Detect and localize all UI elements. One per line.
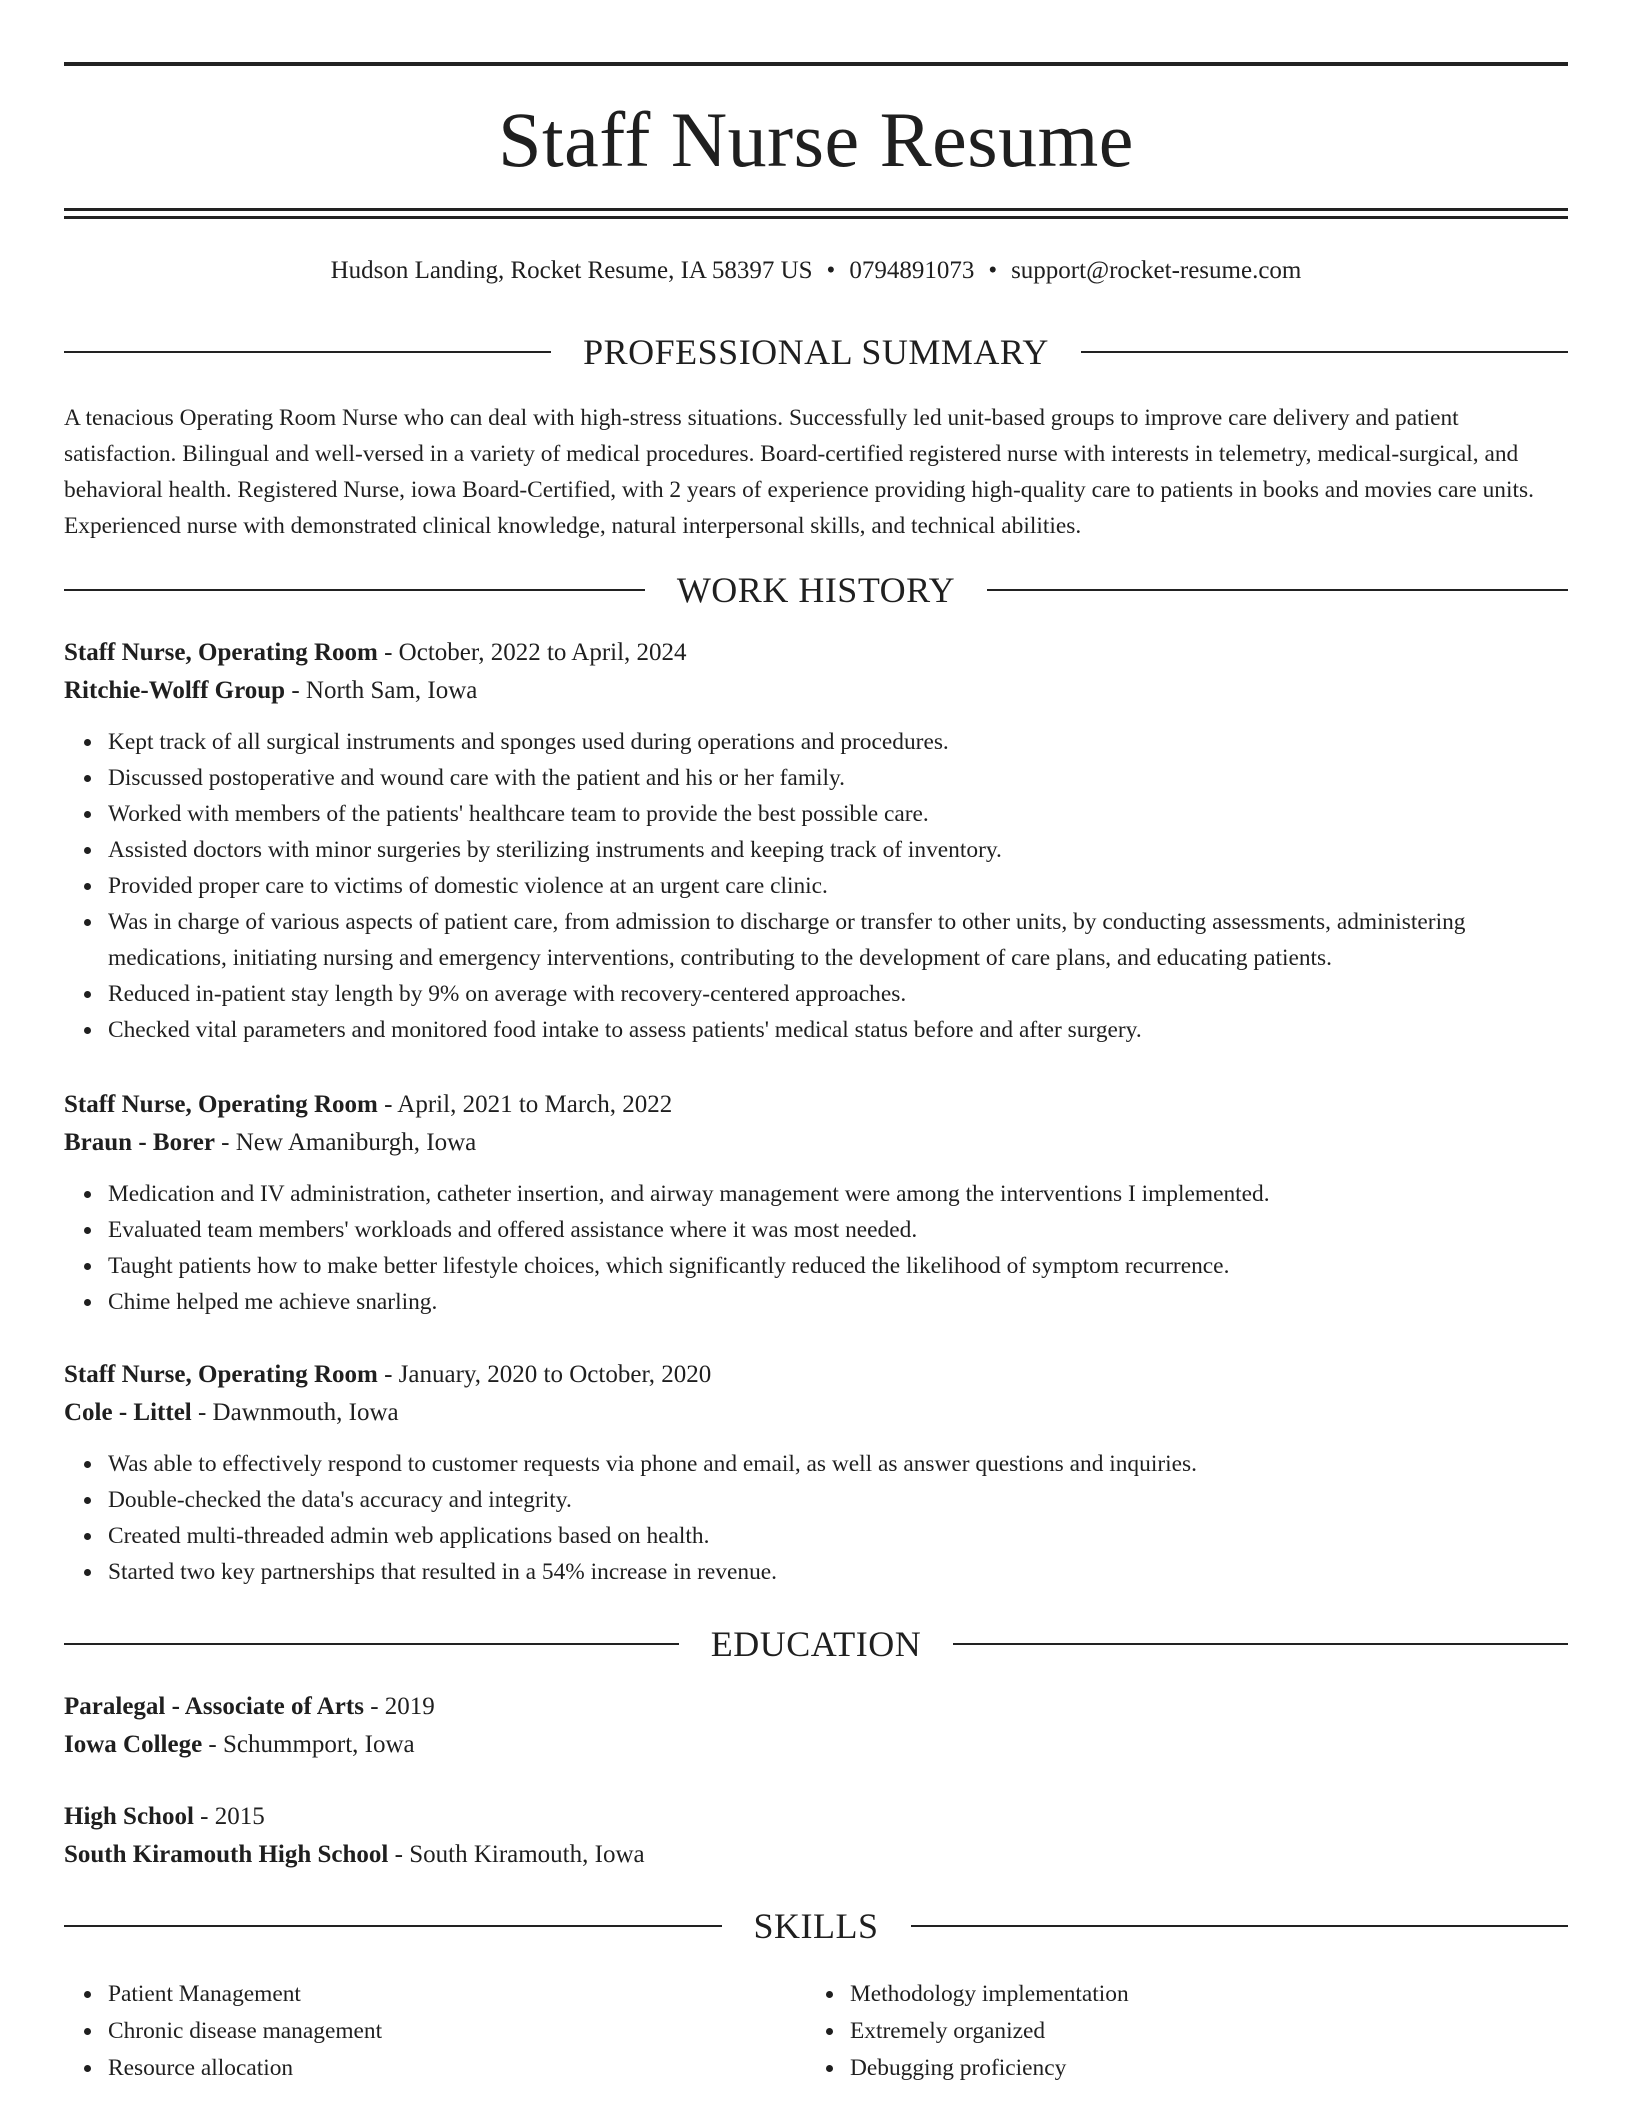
job-bullet: Kept track of all surgical instruments and sponges used during operations and procedures. <box>108 724 1568 760</box>
contact-address: Hudson Landing, Rocket Resume, IA 58397 US <box>330 257 813 284</box>
job-dates: - April, 2021 to March, 2022 <box>377 1091 673 1118</box>
section-title: WORK HISTORY <box>676 570 956 610</box>
education-entry <box>64 1688 1568 1764</box>
skill-item: Extremely organized <box>850 2013 1506 2050</box>
job-bullet: Reduced in-patient stay length by 9% on average with recovery-centered approaches. <box>108 976 1568 1012</box>
title-double-rule <box>64 208 1568 219</box>
job-dates: - January, 2020 to October, 2020 <box>377 1361 712 1388</box>
job-bullet: Checked vital parameters and monitored food intake to assess patients' medical status before and after surgery. <box>108 1012 1568 1048</box>
education-entry <box>64 1798 1568 1874</box>
heading-rule <box>911 1925 1569 1927</box>
contact-phone: 0794891073 <box>849 257 975 284</box>
skills-column-right <box>806 1976 1506 2087</box>
education-year: - 2019 <box>363 1693 435 1720</box>
skill-item: Methodology implementation <box>850 1976 1506 2013</box>
education-degree-line <box>64 1688 1568 1726</box>
job-dates: - October, 2022 to April, 2024 <box>377 639 687 666</box>
heading-rule <box>1081 351 1568 353</box>
skills-list <box>64 1976 764 2087</box>
job-title-line <box>64 1086 1568 1124</box>
top-rule <box>64 62 1568 66</box>
job-entry <box>64 1356 1568 1590</box>
job-bullet: Assisted doctors with minor surgeries by sterilizing instruments and keeping track of inventory. <box>108 832 1568 868</box>
education-degree-line <box>64 1798 1568 1836</box>
education-school: South Kiramouth High School <box>64 1841 389 1868</box>
section-heading-summary <box>64 330 1568 374</box>
job-title-line <box>64 1356 1568 1394</box>
job-bullet: Started two key partnerships that resulted in a 54% increase in revenue. <box>108 1554 1568 1590</box>
summary-text: A tenacious Operating Room Nurse who can deal with high-stress situations. Successfully led unit-based groups to improve care delivery and patient satisfaction. Bilingual and well-versed in a variety of medical procedures. Board-certified registered nurse with interests in telemetry, medical-surgical, and behavioral health. Registered Nurse, iowa Board-Certified, with 2 years of experience providing high-quality care to patients in books and movies care units. Experienced nurse with demonstrated clinical knowledge, natural interpersonal skills, and technical abilities. <box>64 405 1534 539</box>
education-year: - 2015 <box>193 1803 265 1830</box>
skill-item: Resource allocation <box>108 2050 764 2087</box>
section-title: EDUCATION <box>710 1624 922 1664</box>
contact-separator: • <box>826 257 836 284</box>
job-bullet: Double-checked the data's accuracy and integrity. <box>108 1482 1568 1518</box>
skill-item: Chronic disease management <box>108 2013 764 2050</box>
section-heading-education <box>64 1622 1568 1666</box>
job-employer: Cole - Littel <box>64 1399 192 1426</box>
heading-rule <box>987 589 1568 591</box>
section-heading-skills <box>64 1904 1568 1948</box>
job-title: Staff Nurse, Operating Room <box>64 1361 378 1388</box>
heading-rule <box>64 1925 722 1927</box>
job-employer: Braun - Borer <box>64 1129 215 1156</box>
section-title: SKILLS <box>753 1906 879 1946</box>
job-bullet: Created multi-threaded admin web applications based on health. <box>108 1518 1568 1554</box>
job-title: Staff Nurse, Operating Room <box>64 639 378 666</box>
job-bullets <box>64 724 1568 1048</box>
job-employer-line <box>64 672 1568 710</box>
resume-title: Staff Nurse Resume <box>498 96 1134 183</box>
education-school-line <box>64 1836 1568 1874</box>
heading-rule <box>64 1643 679 1645</box>
section-title: PROFESSIONAL SUMMARY <box>583 332 1049 372</box>
heading-rule <box>953 1643 1568 1645</box>
education-degree: Paralegal - Associate of Arts <box>64 1693 364 1720</box>
education-school: Iowa College <box>64 1731 203 1758</box>
job-bullet: Medication and IV administration, catheter insertion, and airway management were among the interventions I implemented. <box>108 1176 1568 1212</box>
skills-list <box>806 1976 1506 2087</box>
skills-column-left <box>64 1976 764 2087</box>
heading-rule <box>64 589 645 591</box>
job-bullet: Provided proper care to victims of domestic violence at an urgent care clinic. <box>108 868 1568 904</box>
job-employer: Ritchie-Wolff Group <box>64 677 286 704</box>
job-employer-line <box>64 1124 1568 1162</box>
job-bullet: Evaluated team members' workloads and offered assistance where it was most needed. <box>108 1212 1568 1248</box>
job-location: - North Sam, Iowa <box>285 677 478 704</box>
job-location: - New Amaniburgh, Iowa <box>214 1129 477 1156</box>
job-bullets <box>64 1446 1568 1590</box>
job-employer-line <box>64 1394 1568 1432</box>
job-bullet: Taught patients how to make better lifestyle choices, which significantly reduced the likelihood of symptom recurrence. <box>108 1248 1568 1284</box>
job-title-line <box>64 634 1568 672</box>
job-bullet: Chime helped me achieve snarling. <box>108 1284 1568 1320</box>
job-entry <box>64 1086 1568 1320</box>
skill-item: Patient Management <box>108 1976 764 2013</box>
job-title: Staff Nurse, Operating Room <box>64 1091 378 1118</box>
education-school-line <box>64 1726 1568 1764</box>
contact-separator: • <box>988 257 998 284</box>
skill-item: Debugging proficiency <box>850 2050 1506 2087</box>
job-bullets <box>64 1176 1568 1320</box>
job-location: - Dawnmouth, Iowa <box>191 1399 399 1426</box>
job-bullet: Worked with members of the patients' healthcare team to provide the best possible care. <box>108 796 1568 832</box>
job-bullet: Was in charge of various aspects of patient care, from admission to discharge or transfer to other units, by conducting assessments, administering medications, initiating nursing and emergency interventions, contributing to the development of care plans, and educating patients. <box>108 904 1568 976</box>
contact-email[interactable]: support@rocket-resume.com <box>1011 257 1302 284</box>
job-bullet: Was able to effectively respond to customer requests via phone and email, as well as answer questions and inquiries. <box>108 1446 1568 1482</box>
contact-line <box>64 254 1568 288</box>
heading-rule <box>64 351 551 353</box>
job-entry <box>64 634 1568 1048</box>
job-bullet: Discussed postoperative and wound care with the patient and his or her family. <box>108 760 1568 796</box>
education-location: - South Kiramouth, Iowa <box>388 1841 645 1868</box>
education-location: - Schummport, Iowa <box>202 1731 415 1758</box>
education-degree: High School <box>64 1803 194 1830</box>
section-heading-work-history <box>64 568 1568 612</box>
